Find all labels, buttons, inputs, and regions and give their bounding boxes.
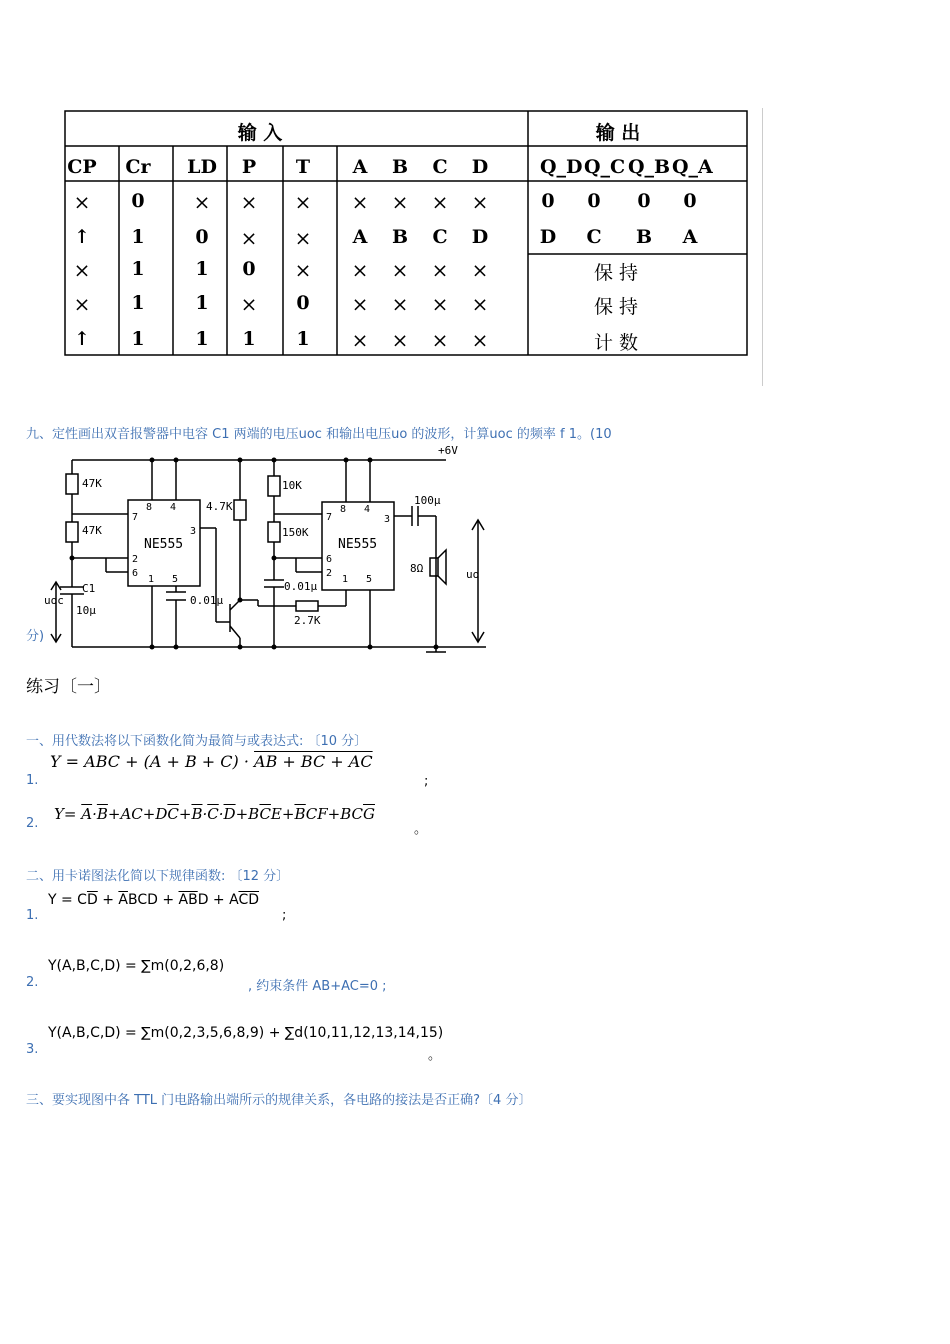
tt-cell-p: 0 (242, 258, 256, 280)
p1-eq1: Y = ABC + (A + B + C) · AB + BC + AC (50, 752, 373, 771)
tt-cell-c: C (432, 226, 448, 248)
tt-out-cell: D (539, 226, 557, 248)
tt-cell-a: × (351, 328, 369, 352)
tt-cell-cp: × (73, 190, 91, 214)
tt-cell-p: 1 (242, 328, 256, 350)
r2-body (66, 522, 78, 542)
tt-cell-cp: ↑ (74, 226, 90, 248)
tt-cell-ld: 0 (195, 226, 209, 248)
ic1-pin2: 2 (132, 554, 139, 565)
c3-label: 0.01μ (284, 580, 318, 593)
ic2-pin2: 2 (326, 568, 333, 579)
tt-cell-d: × (471, 258, 489, 282)
tt-cell-d: × (471, 328, 489, 352)
p2-n3: 3. (26, 1042, 39, 1057)
tt-cell-d: × (471, 190, 489, 214)
ic1-pin5: 5 (172, 574, 179, 585)
ic2-pin3: 3 (384, 514, 391, 525)
hdr-c: C (432, 156, 448, 178)
p2-n1: 1. (26, 908, 39, 923)
tt-cell-b: × (391, 292, 409, 316)
ic1-pin6: 6 (132, 568, 139, 579)
p2-eq1: $Y = C\overline{D} + \overline{A}BCD + \overline{AB}D + A\overline{CD}$ (48, 892, 260, 908)
tt-cell-cr: 1 (131, 292, 145, 314)
tt-cell-c: × (431, 190, 449, 214)
hdr-d: D (471, 156, 489, 178)
tt-cell-a: × (351, 292, 369, 316)
tt-cell-b: × (391, 258, 409, 282)
p2-title: 二、用卡诺图法化简以下规律函数: 〔12 分〕 (26, 869, 290, 884)
tt-cell-t: × (294, 190, 312, 214)
tt-cell-cr: 0 (131, 190, 145, 212)
p2-semi: ; (282, 908, 287, 923)
tt-out-cell: B (635, 226, 653, 248)
tt-cell-t: × (294, 258, 312, 282)
hdr-a: A (352, 156, 368, 178)
ic2-pin5: 5 (366, 574, 373, 585)
hdr-qb-label: Q_B (628, 156, 671, 178)
tt-cell-cp: × (73, 258, 91, 282)
hdr-qb (628, 156, 671, 178)
c1-label: C1 (82, 582, 96, 595)
tt-out-cell: 0 (683, 190, 697, 212)
r1-body (66, 474, 78, 494)
hdr-cp: CP (67, 156, 97, 178)
tt-cell-cp: ↑ (74, 328, 90, 350)
tt-out-text: 计 数 (593, 332, 639, 354)
p1-title: 一、用代数法将以下函数化简为最简与或表达式: 〔10 分〕 (26, 734, 368, 749)
section-title: 练习〔一〕 (26, 677, 111, 697)
tt-cell-p: × (240, 190, 258, 214)
tt-cell-t: 1 (296, 328, 310, 350)
tt-cell-cr: 1 (131, 226, 145, 248)
p1-semi: ; (424, 774, 429, 789)
ic1-pin7: 7 (132, 512, 139, 523)
hdr-qc (584, 156, 626, 178)
p1-n2: 2. (26, 816, 39, 831)
tt-cell-d: D (471, 226, 489, 248)
r6-body (296, 601, 318, 611)
ic1-pin8: 8 (146, 502, 153, 513)
tt-cell-cr: 1 (131, 328, 145, 350)
tt-out-text: 保 持 (593, 296, 639, 318)
p2-dot: 。 (428, 1048, 442, 1063)
ic1-label: NE555 (144, 537, 184, 552)
speaker-label: 8Ω (410, 562, 424, 575)
hdr-p: P (241, 156, 257, 178)
hdr-qd-label: Q_D (540, 156, 583, 178)
p2-eq2: Y(A,B,C,D) = ∑m(0,2,6,8) (48, 958, 225, 974)
c4-label: 100μ (414, 494, 441, 507)
p2-constraint: , 约束条件 AB+AC=0 ; (248, 979, 387, 994)
q9-text: 九、定性画出双音报警器中电容 C1 两端的电压uoc 和输出电压uo 的波形，计算uoc 的频率 f 1。(10 (26, 427, 612, 442)
ic2-label: NE555 (338, 537, 378, 552)
tt-cell-d: × (471, 292, 489, 316)
hdr-b: B (391, 156, 409, 178)
tt-out-cell: C (586, 226, 602, 248)
r3-body (234, 500, 246, 520)
r4-label: 10K (282, 479, 302, 492)
hdr-qa (672, 156, 713, 178)
tt-cell-c: × (431, 292, 449, 316)
hdr-qc-label: Q_C (584, 156, 626, 178)
r5-body (268, 522, 280, 542)
tt-cell-b: × (391, 328, 409, 352)
tt-cell-b: × (391, 190, 409, 214)
hdr-qd (540, 156, 583, 178)
vcc-label: +6V (438, 444, 458, 457)
tt-out-cell: 0 (587, 190, 601, 212)
group-input-label: 输 入 (237, 122, 283, 144)
tt-cell-cr: 1 (131, 258, 145, 280)
tt-cell-p: × (240, 226, 258, 250)
q9-tail: 分) (26, 629, 45, 644)
tt-cell-a: × (351, 190, 369, 214)
ic2-pin8: 8 (340, 504, 347, 515)
p3-title: 三、要实现图中各 TTL 门电路输出端所示的规律关系，各电路的接法是否正确?〔4 分〕 (26, 1093, 532, 1108)
r2-label: 47K (82, 524, 102, 537)
hdr-ld: LD (187, 156, 217, 178)
c2-label: 0.01μ (190, 594, 224, 607)
tt-cell-p: × (240, 292, 258, 316)
alarm-circuit-diagram (26, 442, 496, 658)
p1-n1: 1. (26, 773, 39, 788)
tt-cell-c: × (431, 258, 449, 282)
ic2-pin1: 1 (342, 574, 349, 585)
tt-cell-ld: 1 (195, 328, 209, 350)
tt-cell-cp: × (73, 292, 91, 316)
tt-out-cell: 0 (541, 190, 555, 212)
r3-label: 4.7K (206, 500, 233, 513)
tt-out-cell: 0 (637, 190, 651, 212)
hdr-qa-label: Q_A (672, 156, 713, 178)
hdr-cr: Cr (125, 156, 151, 178)
ic1-pin1: 1 (148, 574, 155, 585)
tt-out-cell: A (682, 226, 698, 248)
tt-cell-ld: × (193, 190, 211, 214)
ic2-pin6: 6 (326, 554, 333, 565)
tt-cell-b: B (391, 226, 409, 248)
c1-value: 10μ (76, 604, 96, 617)
ic2-pin7: 7 (326, 512, 333, 523)
tt-cell-c: × (431, 328, 449, 352)
speaker-body (430, 558, 438, 576)
uo-label: uo (466, 568, 480, 581)
group-output-label: 输 出 (595, 122, 641, 144)
tt-cell-ld: 1 (195, 258, 209, 280)
p1-eq2: $Y= \overline{A}\cdot\overline{B}+AC+D\overline{C}+\overline{B}\cdot\overline{C}\cdot\overline{D}+B\overline{C}E+\overline{B}CF+BC\overline{G}$ (54, 805, 375, 823)
p1-dot: 。 (414, 822, 428, 837)
tt-cell-a: × (351, 258, 369, 282)
tt-cell-t: 0 (296, 292, 310, 314)
tt-cell-t: × (294, 226, 312, 250)
ic1-pin4: 4 (170, 502, 177, 513)
r4-body (268, 476, 280, 496)
r1-label: 47K (82, 477, 102, 490)
tt-cell-ld: 1 (195, 292, 209, 314)
r5-label: 150K (282, 526, 309, 539)
tt-out-text: 保 持 (593, 262, 639, 284)
ic1-pin3: 3 (190, 526, 197, 537)
ic2-pin4: 4 (364, 504, 371, 515)
r6-label: 2.7K (294, 614, 321, 627)
p2-n2: 2. (26, 975, 39, 990)
tt-cell-a: A (352, 226, 368, 248)
uoc-label: uoc (44, 594, 64, 607)
p2-eq3: Y(A,B,C,D) = ∑m(0,2,3,5,6,8,9) + ∑d(10,11,12,13,14,15) (48, 1025, 444, 1041)
hdr-t: T (295, 156, 311, 178)
